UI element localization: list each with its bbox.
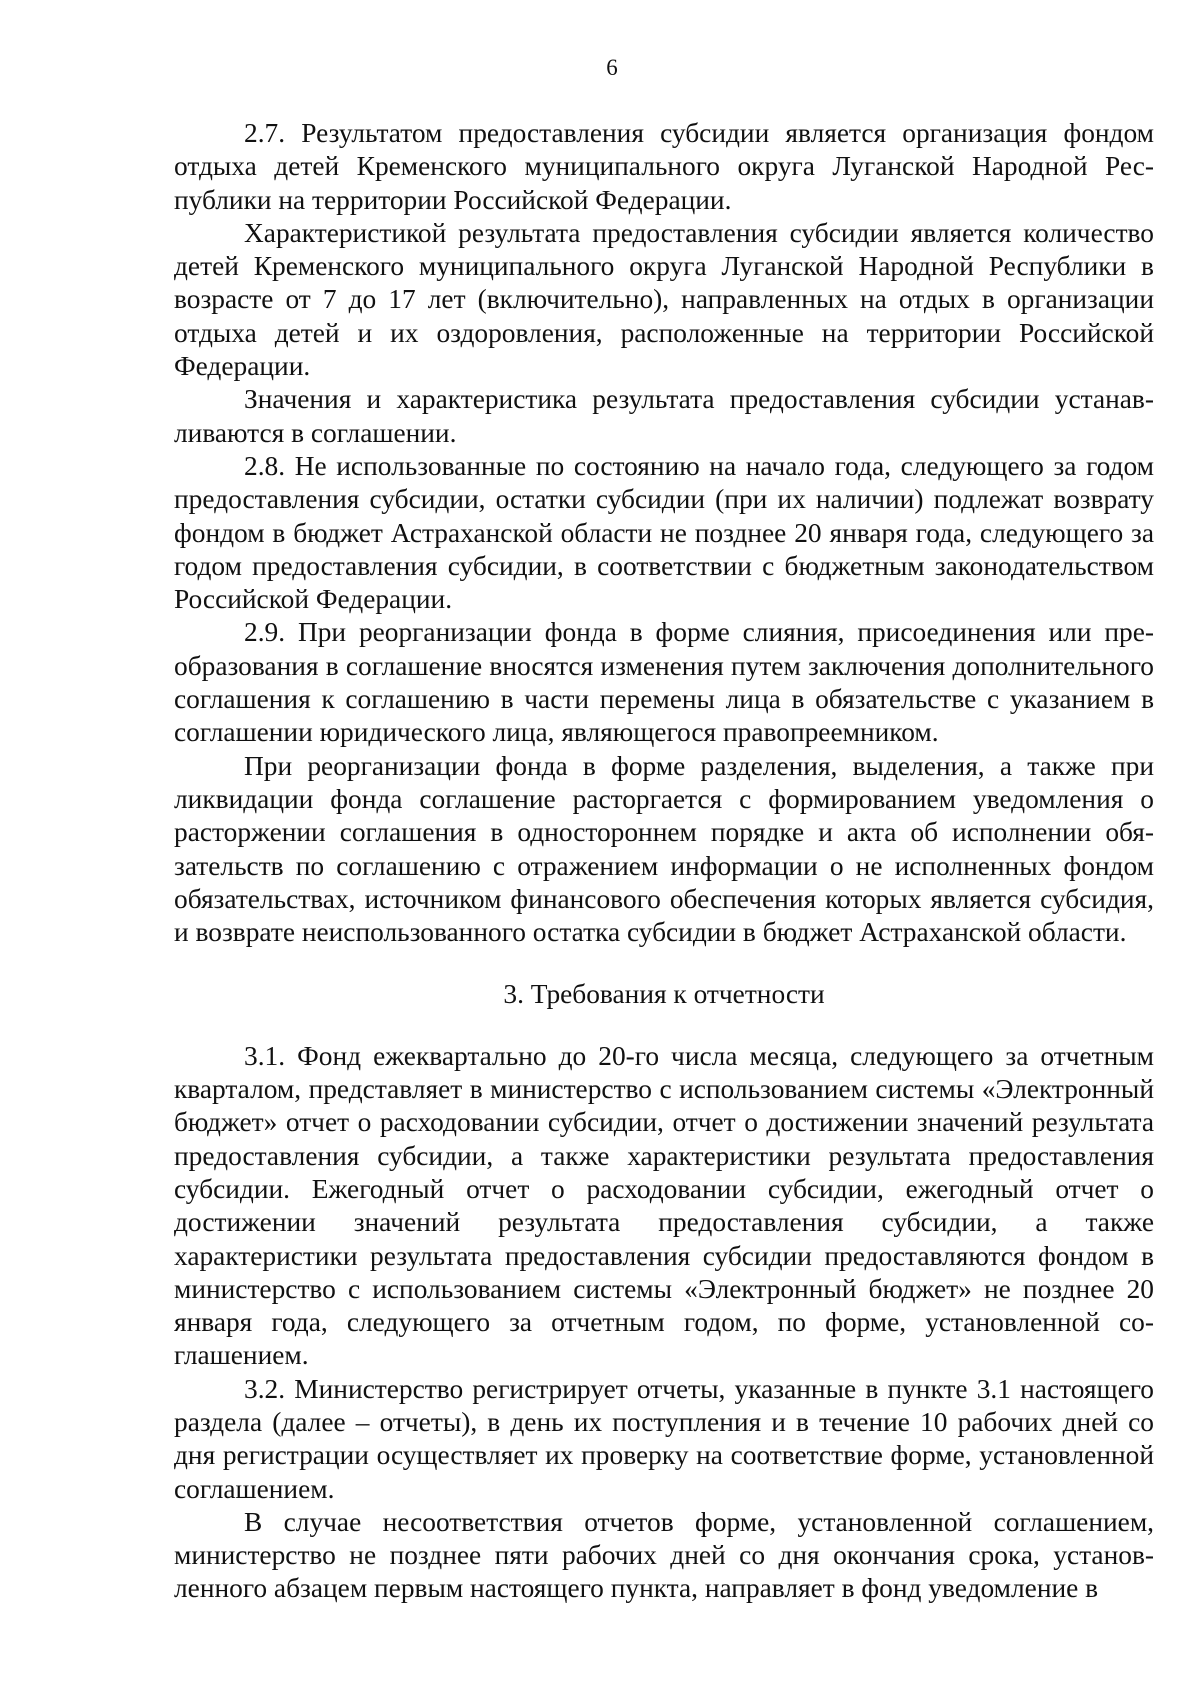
paragraph-3-2: 3.2. Министерство регистрирует отчеты, указанные в пункте 3.1 настоящего раздела (далее – отчеты), в день их поступления и в течение 10 рабочих дней со дня регистрации осуществляет их проверку на соответствие форме, установленной соглашением. <box>174 1373 1154 1504</box>
paragraph-2-7-characteristic: Характеристикой результата предоставления субсидии является количество детей Кременского муниципального округа Луганской Народной Республики в возрасте от 7 до 17 лет (включительно), направленных на отдых в организации отдыха детей и их оздоровления, расположенные на территории Российской Федерации. <box>174 217 1154 382</box>
paragraph-2-7: 2.7. Результатом предоставления субсидии является организация фондом отдыха детей Кременского муниципального округа Луганской Народной Республики на территории Российской Федерации. <box>174 118 1154 215</box>
section-3-heading: 3. Требования к отчетности <box>503 979 825 1010</box>
page-number: 6 <box>606 55 618 80</box>
paragraph-3-2-mismatch: В случае несоответствия отчетов форме, установленной соглашением, министерство не позднее пяти рабочих дней со дня окончания срока, установленного абзацем первым настоящего пункта, направляет в фонд уведомление в <box>174 1506 1154 1604</box>
paragraph-2-9: 2.9. При реорганизации фонда в форме слияния, присоединения или преобразования в соглашение вносятся изменения путем заключения дополнительного соглашения к соглашению в части перемены лица в обязательстве с указанием в соглашении юридического лица, являющегося правопреемником. <box>174 617 1154 748</box>
paragraph-2-7-values: Значения и характеристика результата предоставления субсидии устанавливаются в соглашении. <box>174 384 1154 448</box>
paragraph-3-1: 3.1. Фонд ежеквартально до 20-го числа месяца, следующего за отчетным кварталом, представляет в министерство с использованием системы «Электронный бюджет» отчет о расходовании субсидии, отчет о достижении значений результата предоставления субсидии, а также характеристики результата предоставления субсидии. Ежегодный отчет о расходовании субсидии, ежегодный отчет о достижении значений результата предоставления субсидии, а также характеристики результата предоставления субсидии предоставляются фондом в министерство с использованием системы «Электронный бюджет» не позднее 20 января года, следующего за отчетным годом, по форме, установленной соглашением. <box>174 1040 1154 1371</box>
paragraph-2-8: 2.8. Не использованные по состоянию на начало года, следующего за годом предоставления субсидии, остатки субсидии (при их наличии) подлежат возврату фондом в бюджет Астраханской области не позднее 20 января года, следующего за годом предоставления субсидии, в соответствии с бюджетным законодательством Российской Федерации. <box>174 450 1154 615</box>
paragraph-2-9-liquidation: При реорганизации фонда в форме разделения, выделения, а также при ликвидации фонда соглашение расторгается с формированием уведомления о расторжении соглашения в одностороннем порядке и акта об исполнении обязательств по соглашению с отражением информации о не исполненных фондом обязательствах, источником финансового обеспечения которых является субсидия, и возврате неиспользованного остатка субсидии в бюджет Астраханской области. <box>174 750 1154 948</box>
document-body <box>174 117 1154 1606</box>
